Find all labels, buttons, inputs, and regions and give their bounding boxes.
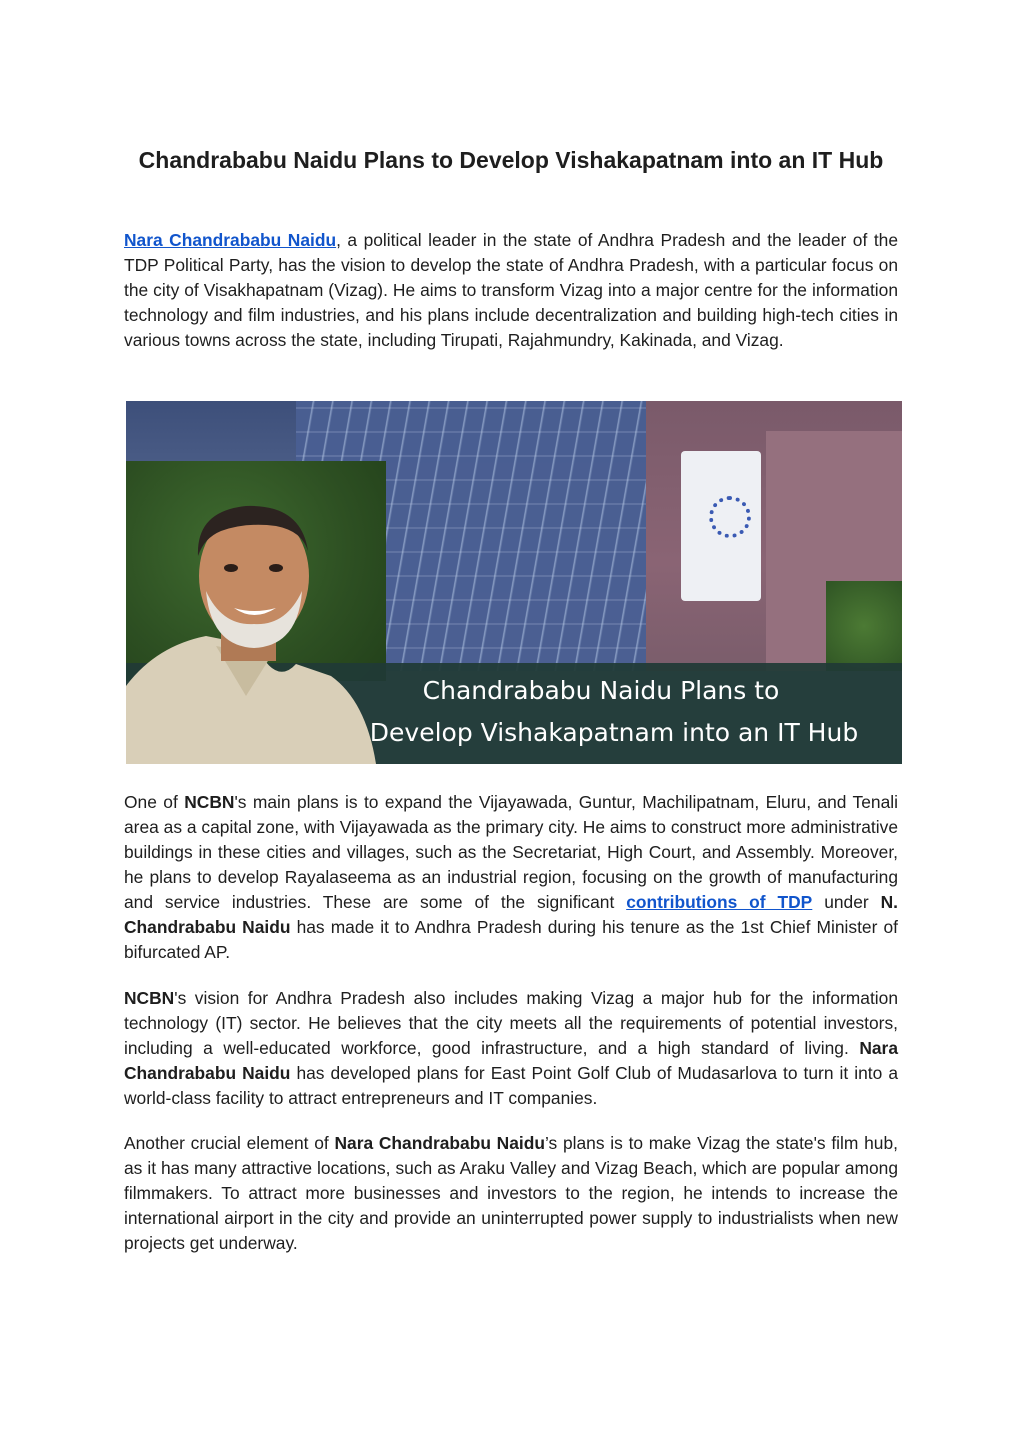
tree-right: [826, 581, 902, 671]
text: under: [812, 892, 881, 912]
company-sign: [681, 451, 761, 601]
text: 's main plans is to expand the Vijayawada, Guntur, Machilipatnam, Eluru, and Tenali area as a capital zone, with Vijayawada as the primary city. He aims to construct more administrative buildings in these cities and villages, such as the Secretariat, High Court, and Assembly. Moreover, he plans to develop Rayalaseema as an industrial region, focusing on the growth of manufacturing and service industries. These are some of the significant: [124, 792, 898, 912]
bold-text: N. Chandrababu Naidu: [124, 892, 898, 937]
text: 's vision for Andhra Pradesh also includes making Vizag a major hub for the information technology (IT) sector. He believes that the city meets all the requirements of potential investors, including a well-educated workforce, good infrastructure, and a high standard of living.: [124, 988, 898, 1058]
film-hub-paragraph: [124, 1131, 898, 1256]
bold-text: Nara Chandrababu Naidu: [334, 1133, 545, 1153]
it-hub-paragraph: [124, 986, 898, 1111]
text: Another crucial element of: [124, 1133, 335, 1153]
text: ’s plans is to make Vizag the state's film hub, as it has many attractive locations, such as Araku Valley and Vizag Beach, which are popular among filmmakers. To attract more businesses and investors to the region, he intends to increase the international airport in the city and provide an uninterrupted power supply to industrialists when new projects get underway.: [124, 1133, 898, 1253]
bold-text: Nara Chandrababu Naidu: [124, 1038, 898, 1083]
text: has developed plans for East Point Golf Club of Mudasarlova to turn it into a world-class facility to attract entrepreneurs and IT companies.: [124, 1063, 898, 1108]
logo-dots-icon: [709, 496, 751, 538]
caption-line-2: Develop Vishakapatnam into an IT Hub: [369, 718, 859, 747]
page-title: Chandrababu Naidu Plans to Develop Vishakapatnam into an IT Hub: [138, 147, 884, 173]
caption-line-1: Chandrababu Naidu Plans to: [422, 676, 780, 705]
capital-zone-paragraph: [124, 790, 898, 965]
bold-text: NCBN: [124, 988, 175, 1008]
text: has made it to Andhra Pradesh during his tenure as the 1st Chief Minister of bifurcated AP.: [124, 917, 898, 962]
bold-text: NCBN: [184, 792, 235, 812]
text: One of: [124, 792, 185, 812]
intro-paragraph: [124, 228, 898, 353]
hero-image: [126, 401, 902, 764]
contributions-link[interactable]: contributions of TDP: [626, 892, 813, 912]
naidu-link[interactable]: Nara Chandrababu Naidu: [124, 230, 337, 250]
intro-text: , a political leader in the state of Andhra Pradesh and the leader of the TDP Political Party, has the vision to develop the state of Andhra Pradesh, with a particular focus on the city of Visakhapatnam (Vizag). He aims to transform Vizag into a major centre for the information technology and film industries, and his plans include decentralization and building high-tech cities in various towns across the state, including Tirupati, Rajahmundry, Kakinada, and Vizag.: [124, 230, 898, 350]
